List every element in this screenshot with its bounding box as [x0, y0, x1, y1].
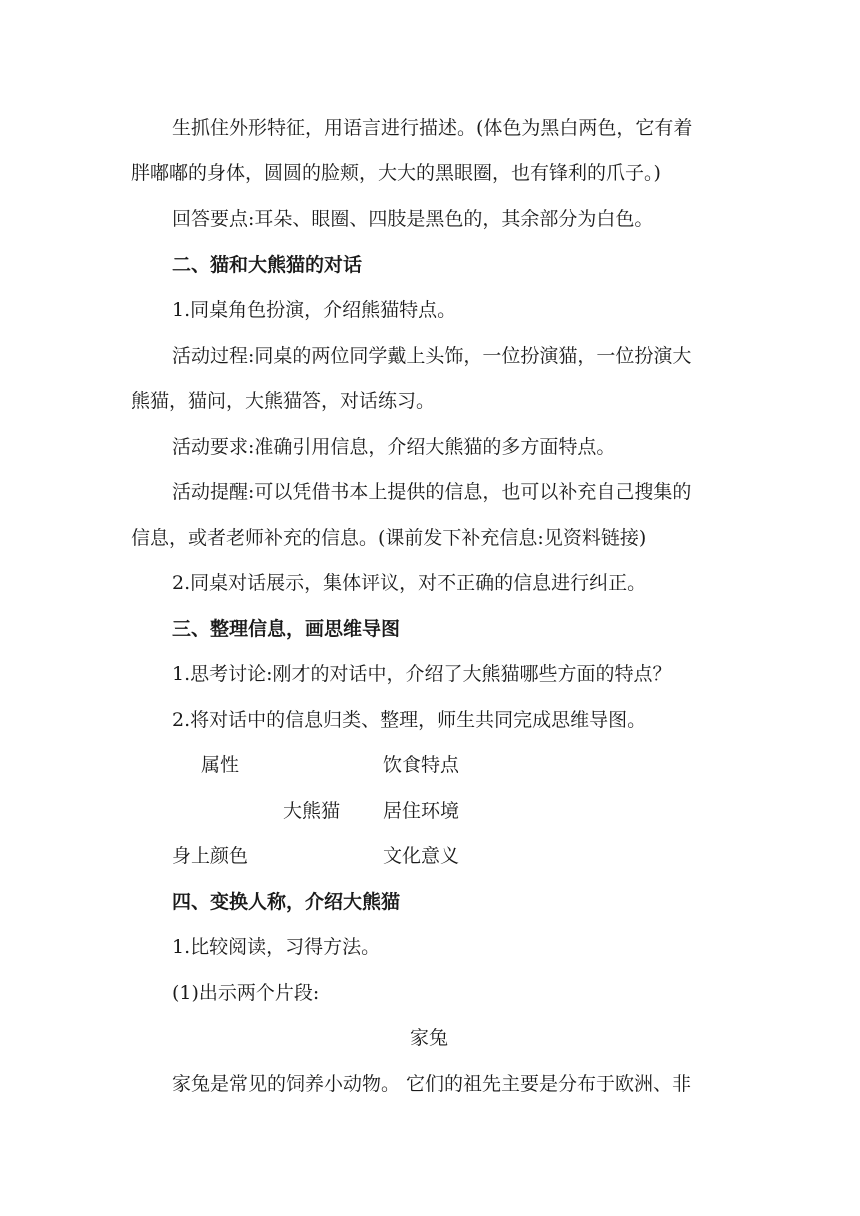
line-step-2: 2.同桌对话展示，集体评议，对不正确的信息进行纠正。	[172, 572, 647, 594]
mindmap-color: 身上颜色	[172, 845, 249, 867]
heading-section-2: 二、猫和大熊猫的对话	[172, 254, 363, 276]
line-show-excerpts: (1)出示两个片段:	[172, 982, 320, 1004]
mindmap-habitat: 居住环境	[383, 800, 460, 822]
line-p1-1: 生抓住外形特征，用语言进行描述。(体色为黑白两色，它有着	[172, 117, 693, 139]
line-answer-points: 回答要点:耳朵、眼圈、四肢是黑色的，其余部分为白色。	[172, 208, 654, 230]
line-rabbit-excerpt: 家兔是常见的饲养小动物。 它们的祖先主要是分布于欧洲、非	[172, 1073, 692, 1095]
heading-section-4: 四、变换人称，介绍大熊猫	[172, 891, 401, 913]
line-activity-process-2: 熊猫，猫问，大熊猫答，对话练习。	[131, 390, 436, 412]
mindmap-center: 大熊猫	[283, 800, 341, 822]
line-think-discuss: 1.思考讨论:刚才的对话中，介绍了大熊猫哪些方面的特点？	[172, 663, 672, 685]
line-activity-process-1: 活动过程:同桌的两位同学戴上头饰，一位扮演猫，一位扮演大	[172, 345, 692, 367]
line-classify: 2.将对话中的信息归类、整理，师生共同完成思维导图。	[172, 709, 647, 731]
line-step-1: 1.同桌角色扮演，介绍熊猫特点。	[172, 299, 457, 321]
excerpt-title-rabbit: 家兔	[410, 1027, 449, 1049]
line-activity-reminder-1: 活动提醒:可以凭借书本上提供的信息，也可以补充自己搜集的	[172, 481, 692, 503]
mindmap-diet: 饮食特点	[383, 754, 460, 776]
heading-section-3: 三、整理信息，画思维导图	[172, 618, 401, 640]
line-activity-requirement: 活动要求:准确引用信息，介绍大熊猫的多方面特点。	[172, 436, 616, 458]
mindmap-culture: 文化意义	[383, 845, 460, 867]
line-p1-2: 胖嘟嘟的身体，圆圆的脸颊，大大的黑眼圈，也有锋利的爪子。)	[131, 162, 661, 184]
line-compare-read: 1.比较阅读，习得方法。	[172, 936, 381, 958]
line-activity-reminder-2: 信息，或者老师补充的信息。(课前发下补充信息:见资料链接)	[131, 527, 647, 549]
mindmap-attr: 属性	[201, 754, 240, 776]
